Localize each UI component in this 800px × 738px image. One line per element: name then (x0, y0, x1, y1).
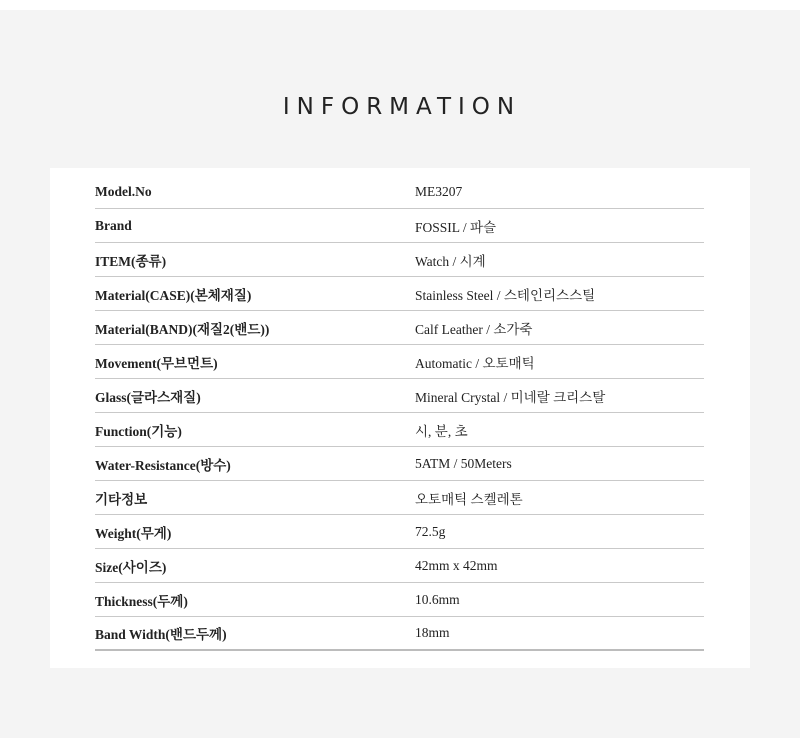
spec-value: ME3207 (415, 183, 463, 199)
spec-row (95, 209, 704, 243)
spec-row (95, 481, 704, 515)
spec-row (95, 583, 704, 617)
section-title: INFORMATION (282, 94, 522, 120)
spec-value: 5ATM / 50Meters (415, 455, 512, 471)
spec-row (95, 175, 704, 209)
spec-value: Stainless Steel / 스테인리스스틸 (415, 287, 596, 303)
spec-label: Water-Resistance(방수) (95, 457, 231, 473)
spec-label: Model.No (95, 183, 152, 199)
spec-value: 72.5g (415, 523, 446, 539)
spec-row (95, 345, 704, 379)
spec-label: Brand (95, 217, 132, 233)
spec-row (95, 447, 704, 481)
spec-label: ITEM(종류) (95, 253, 167, 269)
spec-label: Material(CASE)(본체재질) (95, 287, 252, 303)
spec-label: Size(사이즈) (95, 559, 167, 575)
spec-value: FOSSIL / 파슬 (415, 219, 497, 235)
information-section (0, 10, 800, 738)
spec-value: 18mm (415, 625, 450, 640)
spec-label: Material(BAND)(재질2(밴드)) (95, 321, 270, 337)
spec-card (50, 168, 750, 668)
spec-label: Function(기능) (95, 423, 182, 439)
spec-value: Watch / 시계 (415, 253, 486, 269)
spec-value: 오토매틱 스켈레톤 (415, 491, 523, 507)
spec-row (95, 515, 704, 549)
spec-row (95, 549, 704, 583)
spec-label: 기타정보 (95, 491, 148, 507)
spec-value: 10.6mm (415, 591, 460, 607)
spec-row (95, 311, 704, 345)
spec-row (95, 277, 704, 311)
spec-row (95, 243, 704, 277)
spec-value: Automatic / 오토매틱 (415, 355, 535, 371)
spec-value: 시, 분, 초 (415, 423, 468, 439)
spec-label: Movement(무브먼트) (95, 355, 218, 371)
spec-row (95, 413, 704, 447)
spec-value: 42mm x 42mm (415, 557, 498, 573)
spec-value: Mineral Crystal / 미네랄 크리스탈 (415, 389, 606, 405)
spec-label: Weight(무게) (95, 525, 172, 541)
spec-label: Thickness(두께) (95, 593, 188, 609)
spec-row (95, 379, 704, 413)
spec-label: Glass(글라스재질) (95, 389, 201, 405)
spec-value: Calf Leather / 소가죽 (415, 321, 533, 337)
spec-row (95, 617, 704, 651)
spec-table (95, 175, 704, 651)
spec-label: Band Width(밴드두께) (95, 627, 227, 642)
